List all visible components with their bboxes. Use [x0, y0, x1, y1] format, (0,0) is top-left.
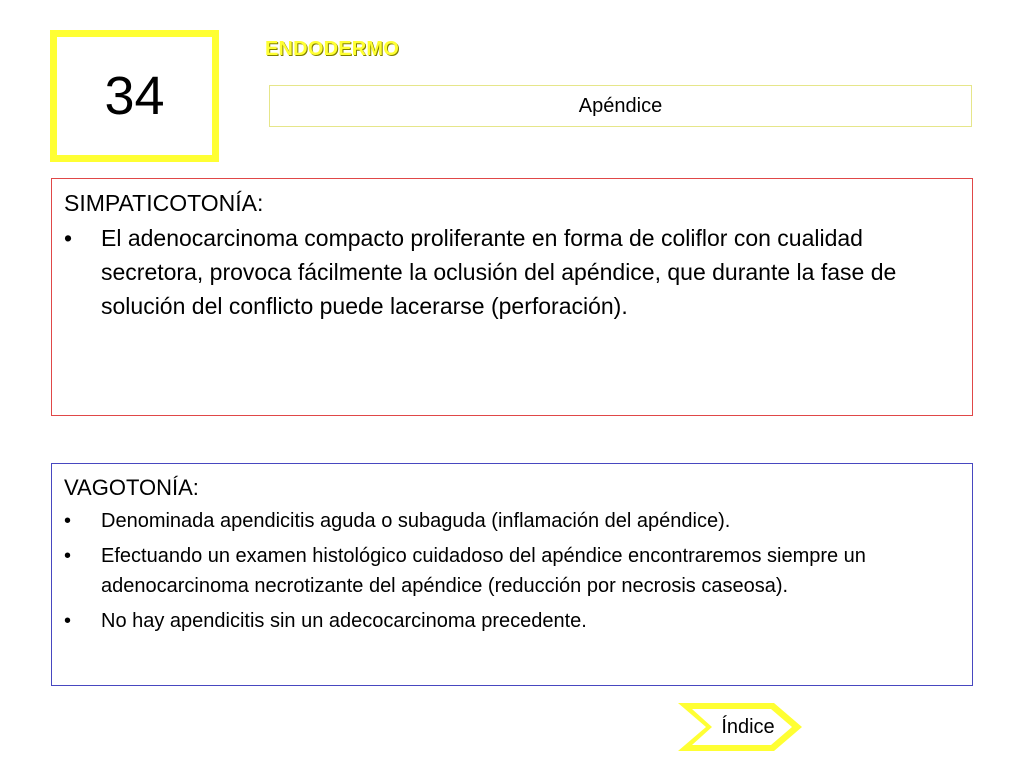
subtitle-box [269, 85, 972, 127]
subtitle: Apéndice [578, 94, 663, 117]
sympathicotonia-heading: SIMPATICOTONÍA: [64, 190, 264, 216]
index-button[interactable] [678, 703, 802, 751]
list-item-text: El adenocarcinoma compacto proliferante en forma de coliflor con cualidad secretora, provoca fácilmente la oclusión del apéndice, que durante la fase de solución del conflicto puede lacerarse (perforación). [101, 225, 897, 319]
list-item [64, 541, 964, 601]
bullet-marker: • [64, 225, 73, 251]
sympathicotonia-panel [51, 178, 973, 416]
list-item-text: No hay apendicitis sin un adecocarcinoma precedente. [101, 610, 587, 632]
index-button-label: Índice [721, 715, 775, 738]
bullet-marker: • [64, 610, 72, 632]
list-item-text: Efectuando un examen histológico cuidadoso del apéndice encontraremos siempre un adenocarcinoma necrotizante del apéndice (reducción por necrosis caseosa). [101, 545, 866, 597]
list-item-text: Denominada apendicitis aguda o subaguda (inflamación del apéndice). [101, 510, 731, 532]
vagotonia-panel [51, 463, 973, 686]
slide-number: 34 [104, 66, 165, 126]
vagotonia-heading: VAGOTONÍA: [64, 475, 199, 500]
bullet-marker: • [64, 510, 72, 532]
bullet-marker: • [64, 545, 72, 567]
list-item [64, 221, 964, 323]
section-title: ENDODERMO [265, 38, 400, 60]
slide-number-box [50, 30, 219, 162]
list-item [64, 506, 964, 536]
list-item [64, 606, 964, 636]
vagotonia-list [64, 506, 964, 636]
sympathicotonia-list [64, 221, 964, 323]
